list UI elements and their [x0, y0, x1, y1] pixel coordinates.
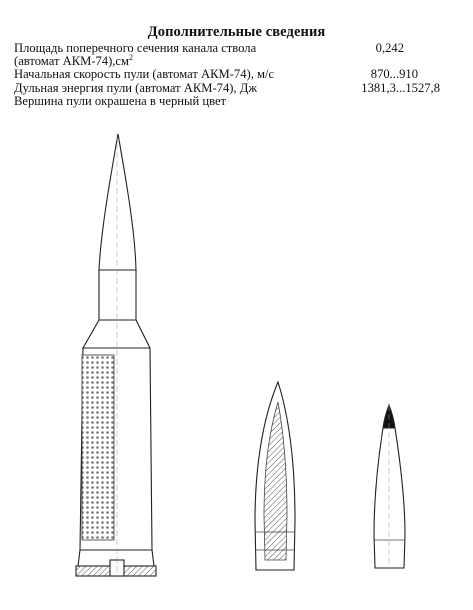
spec-value: 1381,3...1527,8	[361, 80, 440, 95]
cartridge-bullet	[99, 134, 136, 270]
bullet-section	[255, 382, 295, 570]
spec-label-cont: (автомат АКМ-74),см	[14, 54, 129, 69]
bullet-body	[374, 428, 405, 568]
spec-label: Площадь поперечного сечения канала ствола	[14, 41, 257, 55]
spec-value: 870...910	[370, 67, 418, 82]
spec-label: Дульная энергия пули (автомат АКМ-74), Дж	[14, 80, 258, 95]
cartridge-neck	[99, 270, 136, 320]
spec-label: Вершина пули окрашена в черный цвет	[14, 93, 227, 108]
cartridge-drawing	[0, 120, 473, 610]
spec-row-tip-color	[14, 95, 454, 108]
section-heading: Дополнительные сведения	[147, 24, 326, 40]
cartridge-full	[76, 134, 156, 576]
powder-section	[82, 355, 114, 540]
spec-list	[14, 42, 454, 108]
spec-label: Начальная скорость пули (автомат АКМ-74), м/с	[14, 67, 275, 82]
cartridge-shoulder	[83, 320, 150, 348]
unit-superscript: 2	[129, 53, 133, 63]
spec-value: 0,242	[375, 41, 404, 55]
bullet-exterior	[374, 405, 405, 568]
bullet-core	[264, 402, 287, 560]
